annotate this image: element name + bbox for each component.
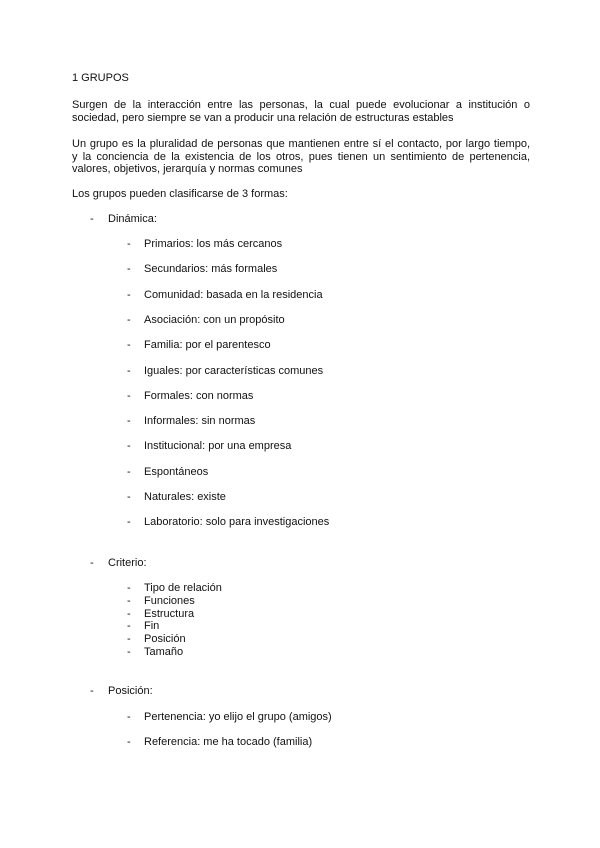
sub-bullet-dash: - — [127, 389, 131, 402]
paragraph-line: valores, objetivos, jerarquía y normas comunes — [72, 163, 303, 175]
sub-bullet-dash: - — [127, 238, 131, 250]
sub-bullet-dash: - — [127, 620, 131, 633]
section-heading: 1 GRUPOS — [72, 72, 129, 84]
section-title-criterio: Criterio: — [108, 557, 147, 569]
paragraph-line: sociedad, pero siempre se van a producir una relación de estructuras estables — [72, 111, 454, 124]
sub-bullet-dash: - — [127, 415, 131, 428]
intro-paragraph — [72, 99, 530, 124]
sub-bullet-dash: - — [127, 607, 131, 620]
sub-bullet-dash: - — [127, 594, 131, 607]
list-item: Tamaño — [144, 646, 184, 658]
classification-intro: Los grupos pueden clasificarse de 3 formas: — [72, 188, 288, 200]
section-title-posicion: Posición: — [108, 685, 153, 697]
section-title-dinamica: Dinámica: — [108, 213, 157, 225]
paragraph-line: Surgen de la interacción entre las personas, la cual puede evolucionar a institución o — [72, 99, 530, 111]
list-item: Asociación: con un propósito — [144, 313, 285, 326]
paragraph-line: Un grupo es la pluralidad de personas que mantienen entre sí el contacto, por largo tiempo, — [72, 138, 530, 150]
list-item: Institucional: por una empresa — [144, 440, 292, 453]
list-item: Secundarios: más formales — [144, 263, 278, 276]
sub-bullet-dash: - — [127, 263, 131, 276]
sub-bullet-dash: - — [127, 516, 131, 529]
list-item: Formales: con normas — [144, 389, 254, 402]
sub-bullet-dash: - — [127, 313, 131, 326]
sub-bullet-dash: - — [127, 364, 131, 377]
list-item: Naturales: existe — [144, 491, 226, 503]
sub-bullet-dash: - — [127, 465, 131, 478]
list-item: Tipo de relación — [144, 582, 222, 594]
sub-bullet-dash: - — [127, 582, 131, 594]
list-item: Funciones — [144, 594, 195, 607]
list-item: Laboratorio: solo para investigaciones — [144, 516, 330, 529]
list-item: Familia: por el parentesco — [144, 339, 271, 352]
list-item: Espontáneos — [144, 465, 209, 478]
bullet-dash: - — [90, 557, 94, 569]
list-item: Referencia: me ha tocado (familia) — [144, 736, 313, 748]
sub-bullet-dash: - — [127, 633, 131, 646]
list-item: Primarios: los más cercanos — [144, 238, 283, 250]
bullet-dash: - — [90, 685, 94, 697]
list-item: Comunidad: basada en la residencia — [144, 288, 323, 301]
sub-bullet-dash: - — [127, 736, 131, 748]
list-item: Informales: sin normas — [144, 415, 256, 428]
sub-bullet-dash: - — [127, 339, 131, 352]
definition-paragraph — [72, 138, 530, 176]
sub-bullet-dash: - — [127, 491, 131, 503]
sub-bullet-dash: - — [127, 288, 131, 301]
sub-bullet-dash: - — [127, 440, 131, 453]
paragraph-line: y la conciencia de la existencia de los otros, pues tienen un sentimiento de pertenencia, — [72, 150, 530, 163]
bullet-dash: - — [90, 213, 94, 225]
list-item: Estructura — [144, 607, 195, 620]
list-item: Fin — [144, 620, 160, 633]
list-item: Posición — [144, 633, 186, 646]
sub-bullet-dash: - — [127, 711, 131, 723]
sub-bullet-dash: - — [127, 646, 131, 658]
list-item: Iguales: por características comunes — [144, 364, 324, 377]
list-item: Pertenencia: yo elijo el grupo (amigos) — [144, 711, 332, 723]
